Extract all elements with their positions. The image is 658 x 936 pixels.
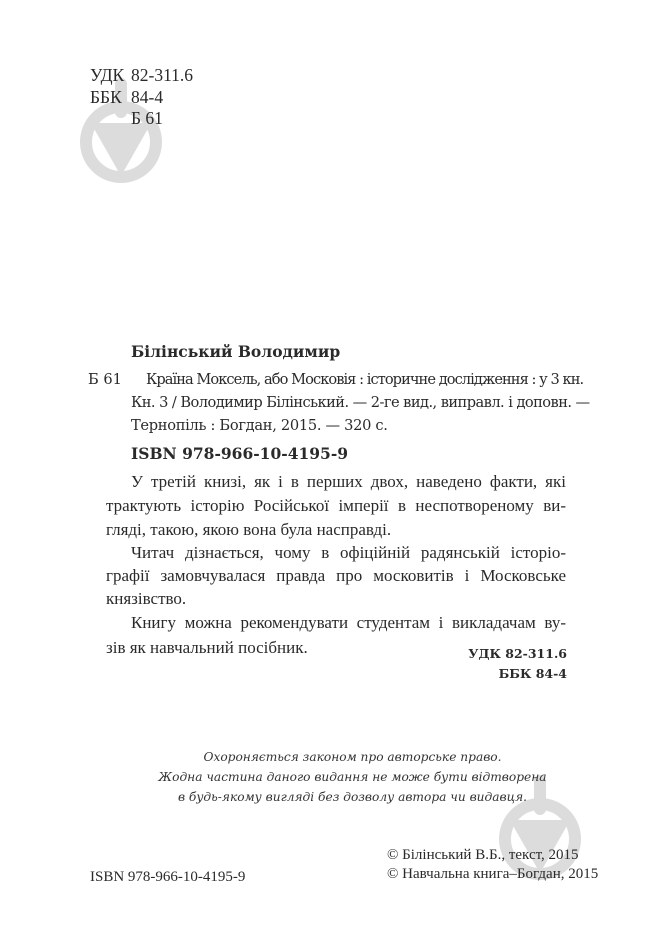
copyright-publisher: © Навчальна книга–Богдан, 2015 xyxy=(387,866,599,882)
title-line-2: Кн. 3 / Володимир Білінський. — 2-ге вид., виправл. і доповн. — xyxy=(131,394,590,411)
author-heading: Білінський Володимир xyxy=(131,342,341,361)
copyright-author: © Білінський В.Б., текст, 2015 xyxy=(387,847,579,863)
classification-top xyxy=(90,65,193,130)
notice-line: в будь-якому вигляді без дозволу автора чи видавця. xyxy=(177,790,528,804)
abstract-line: гляді, такою, якою вона була насправді. xyxy=(106,520,392,539)
notice-line: Охороняється законом про авторське право. xyxy=(203,750,502,764)
title-line-1: Країна Моксель, або Московія : історичне дослідження : у 3 кн. xyxy=(146,371,584,388)
bbk-label: ББК xyxy=(90,86,122,107)
bbk-bottom: ББК 84-4 xyxy=(498,666,567,681)
isbn-bold: ISBN 978-966-10-4195-9 xyxy=(131,444,349,463)
bbk-value: 84-4 xyxy=(131,86,164,107)
udk-value: 82-311.6 xyxy=(131,65,194,85)
udk-bottom: УДК 82-311.6 xyxy=(468,646,567,661)
title-line-3: Тернопіль : Богдан, 2015. — 320 с. xyxy=(131,417,388,434)
notice-line: Жодна частина даного видання не може бути відтворена xyxy=(158,770,547,784)
udk-label: УДК xyxy=(90,65,125,85)
copyright-notice xyxy=(150,747,555,807)
record-author-mark: Б 61 xyxy=(88,371,122,388)
abstract-line: Читач дізнається, чому в офіційній радянській історіо- xyxy=(131,543,566,562)
abstract-line: князівство. xyxy=(106,589,187,608)
footer-isbn: ISBN 978-966-10-4195-9 xyxy=(90,869,246,885)
abstract-line: зів як навчальний посібник. xyxy=(106,638,308,657)
author-mark: Б 61 xyxy=(131,108,163,128)
abstract-line: Книгу можна рекомендувати студентам і викладачам ву- xyxy=(131,613,566,632)
abstract-line: трактують історію Російської імперії в неспотвореному ви- xyxy=(106,496,566,515)
abstract-line: графії замовчувалася правда про московитів і Московське xyxy=(106,566,566,585)
classification-bottom xyxy=(468,644,567,684)
abstract-line: У третій книзі, як і в перших двох, наведено факти, які xyxy=(131,472,566,491)
